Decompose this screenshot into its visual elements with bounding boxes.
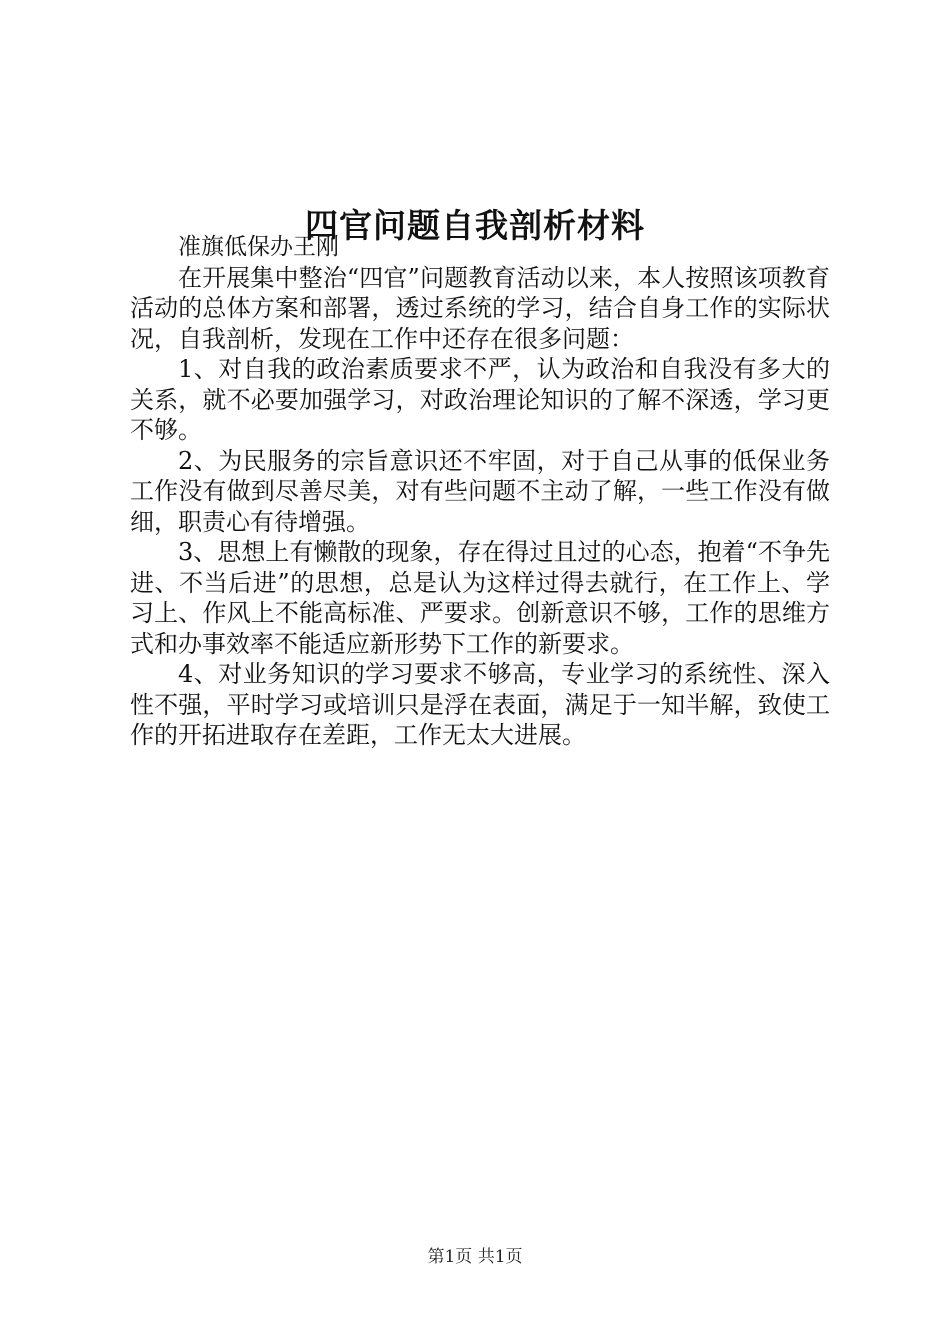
page-footer: 第1页 共1页 bbox=[427, 1247, 523, 1267]
paragraph-intro: 在开展集中整治“四官”问题教育活动以来，本人按照该项教育活动的总体方案和部署，透过系统的学习，结合自身工作的实际状况，自我剖析，发现在工作中还存在很多问题： bbox=[130, 263, 830, 353]
document-body bbox=[130, 232, 830, 751]
paragraph-item-1: 1、对自我的政治素质要求不严，认为政治和自我没有多大的关系，就不必要加强学习，对政治理论知识的了解不深透，学习更不够。 bbox=[130, 355, 830, 444]
author-line: 准旗低保办王刚 bbox=[178, 234, 339, 260]
paragraph-item-2: 2、为民服务的宗旨意识还不牢固，对于自己从事的低保业务工作没有做到尽善尽美，对有些问题不主动了解，一些工作没有做细，职责心有待增强。 bbox=[130, 446, 830, 536]
paragraph-item-3: 3、思想上有懒散的现象，存在得过且过的心态，抱着“不争先进、不当后进”的思想，总是认为这样过得去就行，在工作上、学习上、作风上不能高标准、严要求。创新意识不够，工作的思维方式和办事效率不能适应新形势下工作的新要求。 bbox=[130, 538, 830, 658]
paragraph-item-4: 4、对业务知识的学习要求不够高，专业学习的系统性、深入性不强，平时学习或培训只是浮在表面，满足于一知半解，致使工作的开拓进取存在差距，工作无太大进展。 bbox=[130, 660, 830, 749]
document-title: 四官问题自我剖析材料 bbox=[305, 206, 645, 246]
